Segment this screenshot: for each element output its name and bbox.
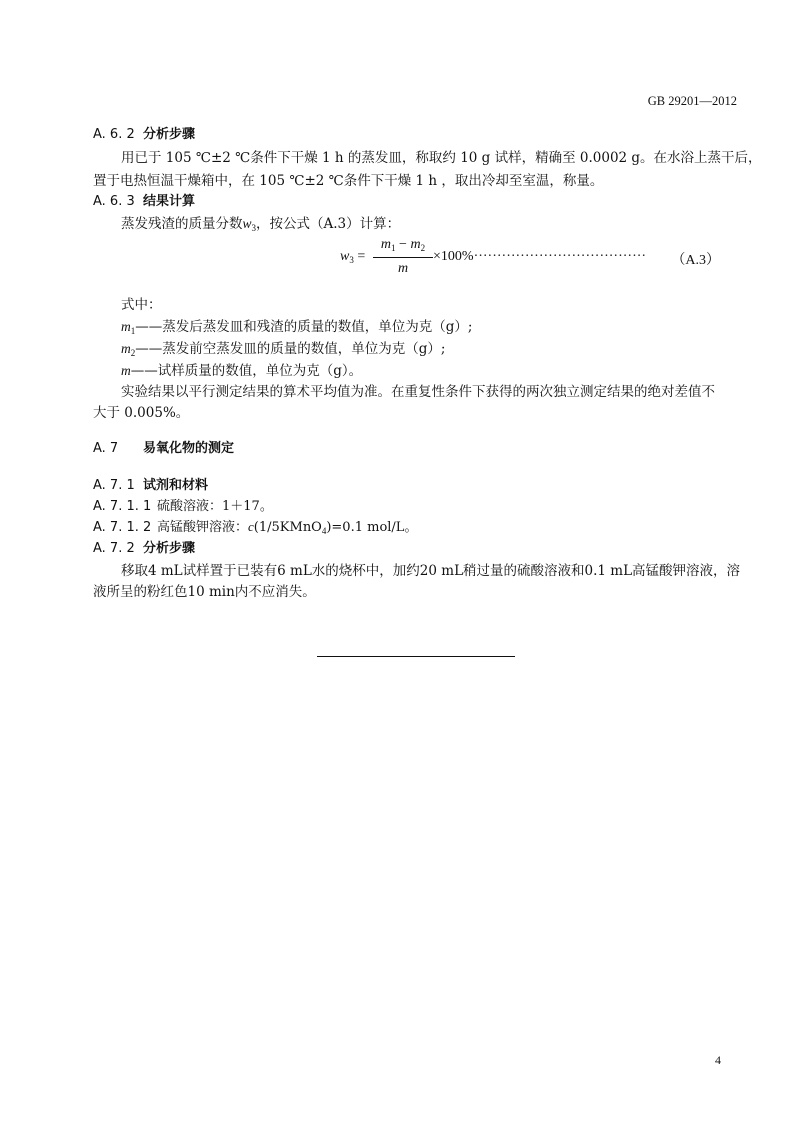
equation-number: （A.3） <box>671 253 720 268</box>
section-heading-a72 <box>93 537 195 556</box>
paragraph-line: 液所呈的粉红色10 min内不应消失。 <box>93 584 316 600</box>
definition-m2: $m_2——$蒸发前空蒸发皿的质量的数值，单位为克（g）; <box>121 341 446 358</box>
item-a712: A. 7. 1. 2 高锰酸钾溶液：c(1/5KMnO$_4$)=0.1 mol/L。 <box>93 519 418 536</box>
formula-a3 <box>340 237 720 283</box>
section-title: 分析步骤 <box>143 541 196 556</box>
paragraph-line: 用已于 105 ℃±2 ℃条件下干燥 1 h 的蒸发皿，称取约 10 g 试样，精确至 0.0002 g。在水浴上蒸干后， <box>121 150 762 166</box>
definition-m: m——试样质量的数值，单位为克（g）。 <box>121 363 363 379</box>
formula-lhs: $w_3$ = <box>340 249 366 265</box>
formula-intro: 蒸发残渣的质量分数$w_3$，按公式（A.3）计算： <box>121 216 401 233</box>
section-title: 结果计算 <box>143 194 196 209</box>
paragraph-line: 置于电热恒温干燥箱中，在 105 ℃±2 ℃条件下干燥 1 h ，取出冷却至室温，称量。 <box>93 173 604 189</box>
paragraph-line: 移取4 mL试样置于已装有6 mL水的烧杯中，加约20 mL稍过量的硫酸溶液和0.1 mL高锰酸钾溶液，溶 <box>121 563 741 579</box>
section-number: A. 7 <box>93 441 119 456</box>
section-heading-a63 <box>93 190 195 209</box>
standard-number: GB 29201—2012 <box>647 94 737 108</box>
fraction-denominator: m <box>397 261 409 276</box>
section-title: 试剂和材料 <box>143 478 209 493</box>
section-number: A. 7. 1 <box>93 478 135 493</box>
fraction-bar <box>373 257 433 258</box>
end-rule <box>317 656 515 657</box>
section-number: A. 6. 2 <box>93 127 135 142</box>
paragraph-line: 实验结果以平行测定结果的算术平均值为准。在重复性条件下获得的两次独立测定结果的绝对差值不 <box>121 384 715 400</box>
item-a711: A. 7. 1. 1 硫酸溶液：1＋17。 <box>93 499 273 514</box>
section-heading-a71 <box>93 474 208 493</box>
paragraph-line: 大于 0.005%。 <box>93 405 190 421</box>
section-number: A. 6. 3 <box>93 194 135 209</box>
formula-rest: ×100%····································· <box>433 249 647 264</box>
formula-fraction <box>373 237 433 277</box>
definition-m1: $m_1——$蒸发后蒸发皿和残渣的质量的数值，单位为克（g）; <box>121 319 473 336</box>
section-heading-a7 <box>93 437 234 456</box>
page-number: 4 <box>715 1053 721 1067</box>
fraction-numerator: $m_1 - m_2$ <box>380 237 426 253</box>
section-heading-a62 <box>93 123 195 142</box>
section-number: A. 7. 2 <box>93 541 135 556</box>
section-title: 易氧化物的测定 <box>143 441 235 456</box>
section-title: 分析步骤 <box>143 127 196 142</box>
where-label: 式中： <box>121 297 162 313</box>
